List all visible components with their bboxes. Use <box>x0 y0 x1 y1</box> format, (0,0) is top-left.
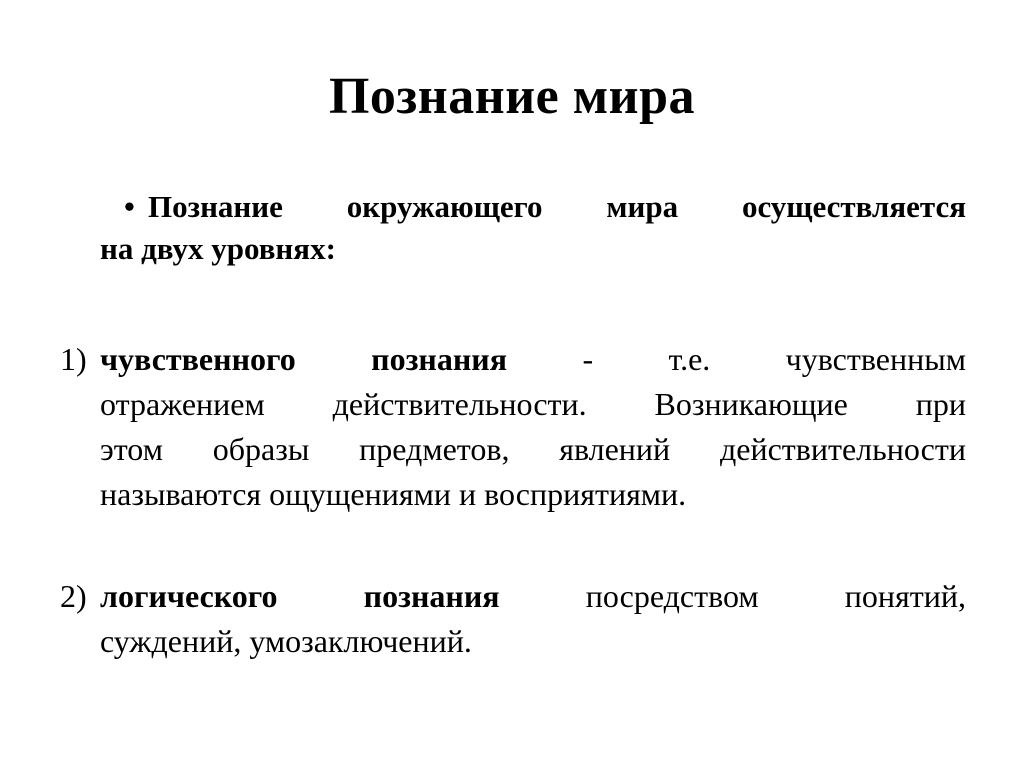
item-body <box>100 337 966 517</box>
item-word: отражением <box>100 386 265 422</box>
item-word: Возникающие <box>654 386 848 422</box>
bullet-line-2: на двух уровнях: <box>100 231 336 266</box>
bullet-paragraph <box>100 186 966 270</box>
item-word: действительности. <box>332 386 587 422</box>
item-line-2: суждений, умозаключений. <box>100 623 472 659</box>
bullet-word: осуществляется <box>741 189 966 224</box>
item-word: чувственным <box>785 341 966 377</box>
item-line-2 <box>100 382 966 427</box>
item-word: - <box>582 341 594 377</box>
item-term-word: логического <box>100 578 278 614</box>
item-number: 2) <box>60 578 87 614</box>
item-word: понятий, <box>844 578 966 614</box>
item-line-3 <box>100 427 966 472</box>
slide-title: Познание мира <box>328 68 696 125</box>
item-word: явлений <box>559 431 671 467</box>
item-term-word: чувственного <box>100 341 296 377</box>
item-body <box>100 574 966 664</box>
bullet-marker: • <box>124 189 135 224</box>
item-line-1 <box>100 337 966 382</box>
item-number: 1) <box>60 341 87 377</box>
item-term-word: познания <box>371 341 508 377</box>
bullet-word: мира <box>606 189 679 224</box>
item-line-4: называются ощущениями и восприятиями. <box>100 476 687 512</box>
item-line-1 <box>100 574 966 619</box>
item-word: этом <box>100 431 163 467</box>
item-word: посредством <box>585 578 759 614</box>
item-word: предметов, <box>359 431 510 467</box>
item-word: т.е. <box>668 341 711 377</box>
item-word: при <box>915 386 966 422</box>
item-term-word: познания <box>363 578 500 614</box>
bullet-word: Познание <box>148 189 283 224</box>
bullet-word: окружающего <box>346 189 543 224</box>
item-word: образы <box>212 431 310 467</box>
bullet-line-1 <box>100 186 966 228</box>
item-word: действительности <box>719 431 966 467</box>
